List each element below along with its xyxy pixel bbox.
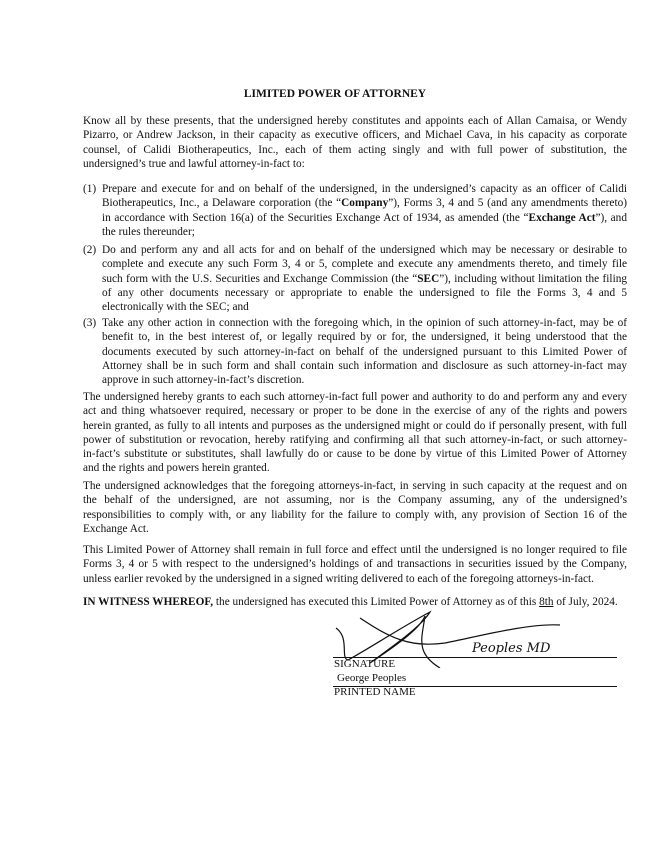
witness-day: 8th	[539, 596, 554, 608]
witness-clause	[83, 596, 618, 608]
text-line: Exchange Act.	[83, 522, 149, 535]
text-line: power of substitution or revocation, hereby ratifying and confirming all that such attorney-in-fact, or such attorney-	[83, 433, 627, 446]
text-line: responsibilities to comply with, or any liability for the failure to comply with, any provision of Section 16 of the	[83, 508, 627, 521]
text-line: the behalf of the undersigned, are not assuming, nor is the Company assuming, any of the undersigned’s	[83, 494, 627, 507]
clause-number: (2)	[83, 244, 97, 256]
text-line: Pizarro, or Andrew Jackson, in their capacity as executive officers, and Michael Cava, in his capacity as corporate	[83, 129, 627, 142]
text-line: act and thing whatsoever required, necessary or proper to be done in the exercise of any of the rights and powers	[83, 405, 627, 418]
clause-body	[102, 182, 627, 239]
signature-label: SIGNATURE	[334, 658, 396, 670]
text-line: The undersigned acknowledges that the foregoing attorneys-in-fact, in serving in such capacity at the request and on	[83, 480, 627, 492]
text-line: benefit to, in the best interest of, or legally required by or for, the undersigned, it being understood that the	[102, 331, 627, 344]
witness-tail: of July, 2024.	[553, 596, 618, 608]
text-line: This Limited Power of Attorney shall remain in full force and effect until the undersigned is no longer required to file	[83, 544, 627, 556]
text-line: Attorney shall be in such form and shall contain such information and disclosure as such attorney-in-fact may	[102, 359, 627, 372]
text-line: counsel, of Calidi Biotherapeutics, Inc., each of them acting singly and with full power of substitution, the	[83, 143, 627, 156]
text-line: such form with the U.S. Securities and Exchange Commission (the “SEC”), including without limitation the filing	[102, 272, 628, 285]
clause-1	[83, 182, 627, 239]
witness-lead: IN WITNESS WHEREOF,	[83, 596, 214, 608]
text-line: Biotherapeutics, Inc., a Delaware corporation (the “Company”), Forms 3, 4 and 5 (and any amendments thereto)	[102, 197, 627, 210]
text-line: undersigned’s true and lawful attorney-in-fact to:	[83, 157, 305, 170]
clause-body	[102, 316, 627, 387]
printed-name: George Peoples	[337, 672, 407, 684]
clause-number: (1)	[83, 183, 97, 195]
text-line: complete and execute any such Form 3, 4 or 5, complete and execute any amendments thereto, and timely file	[102, 258, 627, 271]
text-line: electronically with the SEC; and	[102, 301, 249, 314]
text-line: documents executed by such attorney-in-fact on behalf of the undersigned pursuant to this Limited Power of	[102, 345, 627, 358]
clause-body	[102, 243, 627, 314]
signature-text: Peoples MD	[472, 641, 551, 656]
text-line: and the rights and powers herein granted.	[83, 462, 270, 475]
clause-3	[83, 316, 627, 387]
document-title: LIMITED POWER OF ATTORNEY	[243, 88, 427, 100]
term-paragraph	[83, 543, 627, 586]
text-line: unless earlier revoked by the undersigned in a signed writing delivered to each of the foregoing attorneys-in-fact.	[83, 572, 595, 585]
text-line: in-fact’s substitute or substitutes, shall lawfully do or cause to be done by virtue of this Limited Power of Attorney	[83, 448, 627, 461]
text-line: Forms 3, 4 or 5 with respect to the undersigned’s holdings of and transactions in securities issued by the Company,	[83, 558, 627, 571]
grant-paragraph	[83, 390, 627, 476]
text-line: Do and perform any and all acts for and on behalf of the undersigned which may be necessary or desirable to	[102, 244, 627, 256]
text-line: of any other documents necessary or appropriate to enable the undersigned to file the Forms 3, 4 and 5	[102, 286, 627, 299]
acknowledgment-paragraph	[83, 479, 627, 536]
text-line: herein granted, as fully to all intents and purposes as the undersigned might or could do if personally present, with full	[83, 419, 627, 432]
text-line: Prepare and execute for and on behalf of the undersigned, in the undersigned’s capacity as an officer of Calidi	[102, 183, 627, 195]
text-line: Know all by these presents, that the undersigned hereby constitutes and appoints each of Allan Camaisa, or Wendy	[83, 115, 627, 127]
text-line: Take any other action in connection with the foregoing which, in the opinion of such attorney-in-fact, may be of	[102, 317, 627, 329]
text-line: approve in such attorney-in-fact’s discretion.	[102, 374, 305, 387]
printed-name-label: PRINTED NAME	[334, 686, 416, 698]
text-line: the rules thereunder;	[102, 225, 195, 238]
clause-2	[83, 243, 627, 314]
intro-paragraph	[83, 114, 627, 171]
text-line: in accordance with Section 16(a) of the Securities Exchange Act of 1934, as amended (the “Exchange Act”), and	[102, 211, 627, 224]
witness-text: the undersigned has executed this Limited Power of Attorney as of this	[213, 596, 540, 608]
clause-number: (3)	[83, 317, 97, 329]
text-line: The undersigned hereby grants to each such attorney-in-fact full power and authority to do and perform any and every	[83, 391, 627, 403]
